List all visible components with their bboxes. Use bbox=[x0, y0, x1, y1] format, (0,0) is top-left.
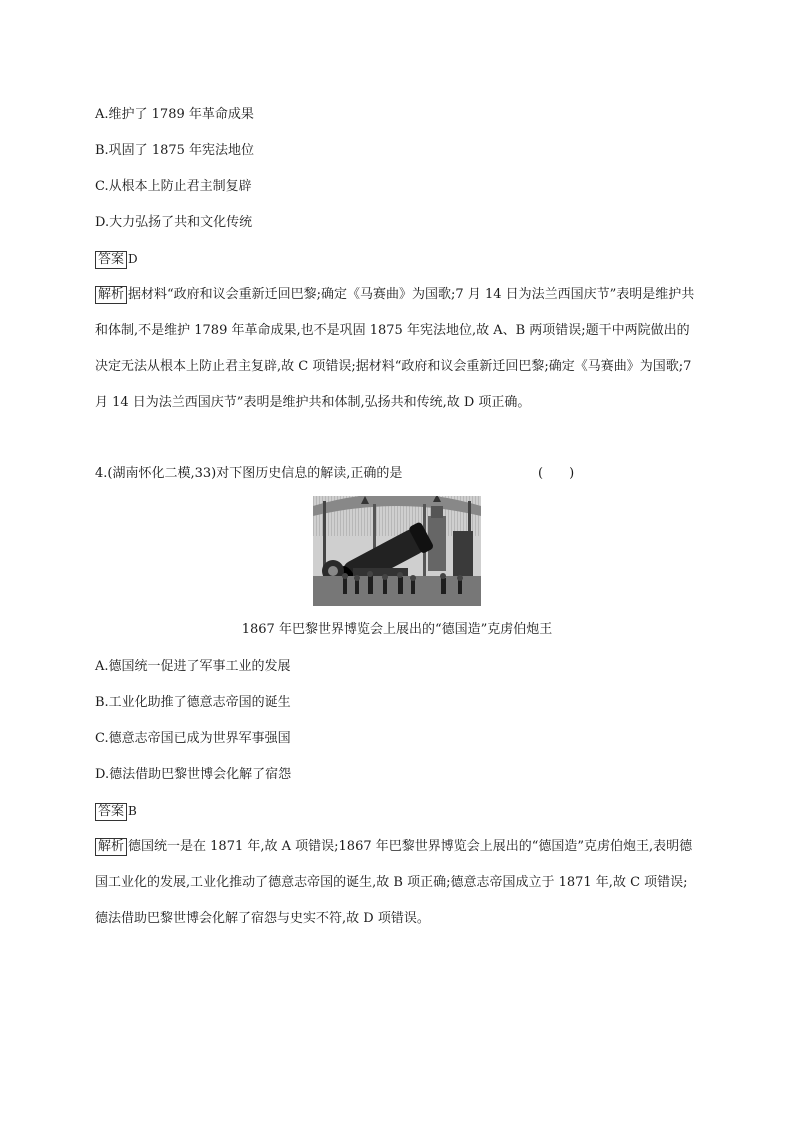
q4-option-a: A.德国统一促进了军事工业的发展 bbox=[95, 659, 291, 674]
q4-analysis-text: 德国统一是在 1871 年,故 A 项错误;1867 年巴黎世界博览会上展出的“德国造”克虏伯炮王,表明德国工业化的发展,工业化推动了德意志帝国的诞生,故 B 项正确;德意志帝国成立于 1871 年,故 C 项错误;德法借助巴黎世博会化解了宿怨与史实不符,故 D 项错误。 bbox=[95, 839, 693, 926]
q4-analysis bbox=[95, 829, 695, 937]
q3-answer-tag: 答案 bbox=[95, 251, 127, 269]
q4-answer-paren: ( ) bbox=[538, 466, 575, 481]
q4-answer bbox=[95, 802, 137, 821]
krupp-cannon-engraving-image bbox=[313, 496, 481, 606]
q3-option-d: D.大力弘扬了共和文化传统 bbox=[95, 215, 253, 230]
q4-option-b: B.工业化助推了德意志帝国的诞生 bbox=[95, 695, 291, 710]
q3-answer-value: D bbox=[128, 252, 138, 266]
q4-option-d: D.德法借助巴黎世博会化解了宿怨 bbox=[95, 767, 292, 782]
q3-answer bbox=[95, 250, 138, 269]
q3-analysis-text: 据材料“政府和议会重新迁回巴黎;确定《马赛曲》为国歌;7 月 14 日为法兰西国庆节”表明是维护共和体制,不是维护 1789 年革命成果,也不是巩固 1875 年宪法地位,故 A、B 两项错误;题干中两院做出的决定无法从根本上防止君主复辟,故 C 项错误;据材料“政府和议会重新迁回巴黎;确定《马赛曲》为国歌;7 月 14 日为法兰西国庆节”表明是维护共和体制,弘扬共和传统,故 D 项正确。 bbox=[95, 287, 695, 410]
q4-stem: 4.(湖南怀化二模,33)对下图历史信息的解读,正确的是 bbox=[95, 466, 403, 481]
q3-analysis bbox=[95, 277, 695, 421]
q3-analysis-tag: 解析 bbox=[95, 286, 127, 304]
q3-option-b: B.巩固了 1875 年宪法地位 bbox=[95, 143, 255, 158]
q4-answer-value: B bbox=[128, 804, 137, 818]
q4-option-c: C.德意志帝国已成为世界军事强国 bbox=[95, 731, 291, 746]
figure-caption: 1867 年巴黎世界博览会上展出的“德国造”克虏伯炮王 bbox=[241, 622, 553, 637]
q3-option-c: C.从根本上防止君主制复辟 bbox=[95, 179, 252, 194]
q4-answer-tag: 答案 bbox=[95, 803, 127, 821]
q4-analysis-tag: 解析 bbox=[95, 838, 127, 856]
q3-option-a: A.维护了 1789 年革命成果 bbox=[95, 107, 254, 122]
